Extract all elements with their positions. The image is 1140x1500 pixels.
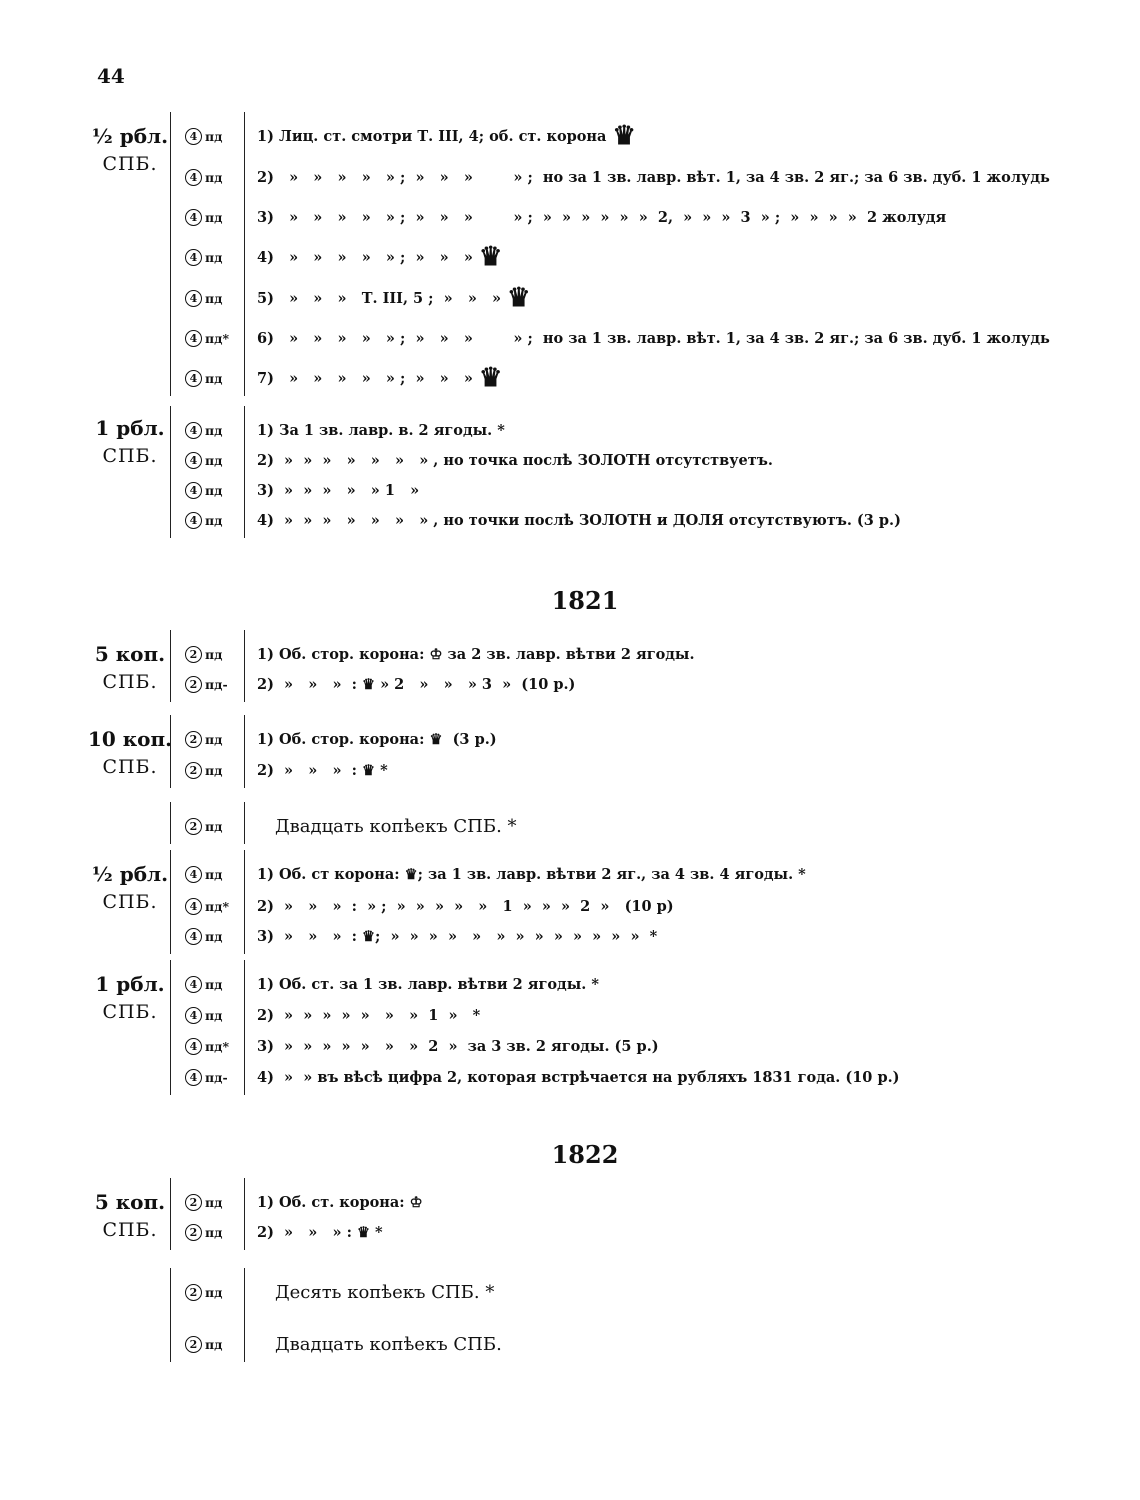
circled-number-icon: 4 xyxy=(185,976,202,993)
mintmaster-initials: пд* xyxy=(205,898,230,914)
mintmaster-initials: пд xyxy=(205,646,223,662)
circled-number-icon: 2 xyxy=(185,1224,202,1241)
mint-city: СПБ. xyxy=(102,1219,158,1241)
denomination-value: 1 рбл. xyxy=(95,416,165,440)
catalog-entry xyxy=(185,324,1050,352)
circled-number-icon: 2 xyxy=(185,1336,202,1353)
denomination-label xyxy=(55,640,205,696)
mintmaster-initials: пд xyxy=(205,512,223,528)
denomination-value: 10 коп. xyxy=(87,727,173,751)
mintmaster-initials: пд xyxy=(205,209,223,225)
denomination-label xyxy=(55,725,205,781)
catalog-entry xyxy=(185,1063,900,1091)
mint-mark xyxy=(185,512,243,529)
circled-number-icon: 4 xyxy=(185,1007,202,1024)
catalog-entry xyxy=(185,860,806,888)
circled-number-icon: 2 xyxy=(185,818,202,835)
entry-description: 7) » » » » » ; » » » xyxy=(257,369,473,387)
mint-mark xyxy=(185,762,243,779)
catalog-entry xyxy=(185,922,657,950)
entry-description: 2) » » » » » » » 1 » * xyxy=(257,1006,481,1024)
mintmaster-initials: пд xyxy=(205,866,223,882)
circled-number-icon: 4 xyxy=(185,512,202,529)
entry-description: Двадцать копѣекъ СПБ. * xyxy=(275,815,517,837)
mint-mark xyxy=(185,422,243,439)
catalog-entry xyxy=(185,243,502,271)
catalog-entry xyxy=(185,203,946,231)
circled-number-icon: 4 xyxy=(185,128,202,145)
catalog-entry xyxy=(185,122,636,150)
entry-description: 1) Об. ст корона: ♛; за 1 зв. лавр. вѣтви 2 яг., за 4 зв. 4 ягоды. * xyxy=(257,865,806,883)
catalog-entry xyxy=(185,1218,383,1246)
circled-number-icon: 4 xyxy=(185,290,202,307)
mint-mark xyxy=(185,249,243,266)
mint-mark xyxy=(185,1007,243,1024)
mintmaster-initials: пд xyxy=(205,762,223,778)
column-rule-left xyxy=(170,1268,171,1362)
circled-number-icon: 4 xyxy=(185,209,202,226)
mint-mark xyxy=(185,452,243,469)
mint-mark xyxy=(185,1038,243,1055)
catalog-entry xyxy=(185,476,419,504)
crown-icon: ♛ xyxy=(478,242,503,272)
entry-description: 2) » » » : ♛ * xyxy=(257,761,388,779)
denomination-value: 1 рбл. xyxy=(95,972,165,996)
column-rule-left xyxy=(170,802,171,844)
entry-description: 2) » » » : ♛ * xyxy=(257,1223,383,1241)
catalog-entry xyxy=(185,892,674,920)
column-rule-left xyxy=(170,406,171,538)
entry-description: 2) » » » » » » » , но точка послѣ ЗОЛОТН отсутствуетъ. xyxy=(257,451,773,469)
circled-number-icon: 4 xyxy=(185,370,202,387)
circled-number-icon: 4 xyxy=(185,1038,202,1055)
circled-number-icon: 4 xyxy=(185,898,202,915)
catalog-entry xyxy=(185,1032,659,1060)
entry-description: 4) » » въ вѣсѣ цифра 2, которая встрѣчается на рубляхъ 1831 года. (10 р.) xyxy=(257,1068,900,1086)
circled-number-icon: 4 xyxy=(185,866,202,883)
mintmaster-initials: пд xyxy=(205,1284,223,1300)
mintmaster-initials: пд xyxy=(205,290,223,306)
mintmaster-initials: пд xyxy=(205,731,223,747)
mint-city: СПБ. xyxy=(102,1001,158,1023)
crown-icon: ♛ xyxy=(612,121,636,151)
denomination-value: ½ рбл. xyxy=(91,862,169,886)
mint-mark xyxy=(185,482,243,499)
mint-mark xyxy=(185,1069,243,1086)
mintmaster-initials: пд xyxy=(205,482,223,498)
entry-description: 2) » » » : » ; » » » » » 1 » » » 2 » (10 р) xyxy=(257,897,674,915)
circled-number-icon: 4 xyxy=(185,928,202,945)
column-rule-left xyxy=(170,715,171,788)
crown-icon: ♛ xyxy=(507,283,531,313)
circled-number-icon: 4 xyxy=(185,422,202,439)
mint-mark xyxy=(185,1336,243,1353)
mintmaster-initials: пд xyxy=(205,169,223,185)
mint-mark xyxy=(185,898,243,915)
entry-description: Десять копѣекъ СПБ. * xyxy=(275,1281,495,1303)
catalog-entry xyxy=(185,640,695,668)
circled-number-icon: 4 xyxy=(185,452,202,469)
mint-city: СПБ. xyxy=(102,445,158,467)
entry-description: Двадцать копѣекъ СПБ. xyxy=(275,1333,502,1355)
catalog-entry xyxy=(185,812,517,840)
mint-mark xyxy=(185,928,243,945)
circled-number-icon: 4 xyxy=(185,169,202,186)
mintmaster-initials: пд xyxy=(205,928,223,944)
column-rule-left xyxy=(170,630,171,702)
mintmaster-initials: пд xyxy=(205,976,223,992)
entry-description: 3) » » » : ♛; » » » » » » » » » » » » » * xyxy=(257,927,658,945)
entry-description: 3) » » » » » 1 » xyxy=(257,481,420,499)
mint-mark xyxy=(185,209,243,226)
mint-mark xyxy=(185,818,243,835)
circled-number-icon: 2 xyxy=(185,762,202,779)
crown-icon: ♛ xyxy=(478,363,503,393)
column-rule-left xyxy=(170,960,171,1095)
mint-mark xyxy=(185,330,243,347)
denomination-label xyxy=(55,970,205,1026)
mint-mark xyxy=(185,731,243,748)
denomination-value: 5 коп. xyxy=(94,642,166,666)
catalog-entry xyxy=(185,725,497,753)
entry-description: 1) Лиц. ст. смотри Т. III, 4; об. ст. корона xyxy=(257,127,607,145)
mint-mark xyxy=(185,1194,243,1211)
entry-description: 1) Об. стор. корона: ♛ (3 р.) xyxy=(257,730,497,748)
denomination-value: ½ рбл. xyxy=(91,124,169,148)
mintmaster-initials: пд- xyxy=(205,676,228,692)
mint-city: СПБ. xyxy=(102,671,158,693)
entry-description: 2) » » » : ♛ » 2 » » » 3 » (10 р.) xyxy=(257,675,576,693)
mint-mark xyxy=(185,370,243,387)
mintmaster-initials: пд* xyxy=(205,1038,230,1054)
mintmaster-initials: пд xyxy=(205,452,223,468)
catalog-entry xyxy=(185,670,575,698)
mint-mark xyxy=(185,976,243,993)
column-rule-left xyxy=(170,850,171,954)
entry-description: 1) За 1 зв. лавр. в. 2 ягоды. * xyxy=(257,421,505,439)
entry-description: 5) » » » Т. III, 5 ; » » » xyxy=(257,289,502,307)
catalog-entry xyxy=(185,1188,423,1216)
entry-description: 3) » » » » » » » 2 » за 3 зв. 2 ягоды. (5 р.) xyxy=(257,1037,659,1055)
circled-number-icon: 2 xyxy=(185,1194,202,1211)
mintmaster-initials: пд* xyxy=(205,330,230,346)
denomination-label xyxy=(55,860,205,916)
mintmaster-initials: пд xyxy=(205,1224,223,1240)
catalog-entry xyxy=(185,364,502,392)
column-rule-left xyxy=(170,112,171,396)
denomination-label xyxy=(55,122,205,178)
mint-mark xyxy=(185,676,243,693)
column-rule-left xyxy=(170,1178,171,1250)
catalog-entry xyxy=(185,756,388,784)
mintmaster-initials: пд xyxy=(205,422,223,438)
catalog-entry xyxy=(185,1330,502,1358)
mint-mark xyxy=(185,169,243,186)
mint-mark xyxy=(185,128,243,145)
circled-number-icon: 2 xyxy=(185,1284,202,1301)
mintmaster-initials: пд xyxy=(205,370,223,386)
mint-city: СПБ. xyxy=(102,153,158,175)
entry-description: 4) » » » » » ; » » » xyxy=(257,248,473,266)
catalog-entry xyxy=(185,163,1050,191)
entry-description: 4) » » » » » » » , но точки послѣ ЗОЛОТН и ДОЛЯ отсутствуютъ. (3 р.) xyxy=(257,511,901,529)
mintmaster-initials: пд- xyxy=(205,1069,228,1085)
mintmaster-initials: пд xyxy=(205,1007,223,1023)
entry-description: 1) Об. ст. за 1 зв. лавр. вѣтви 2 ягоды. * xyxy=(257,975,599,993)
catalog-entry xyxy=(185,446,773,474)
denomination-label xyxy=(55,1188,205,1244)
entry-description: 1) Об. стор. корона: ♔ за 2 зв. лавр. вѣтви 2 ягоды. xyxy=(257,645,695,663)
circled-number-icon: 2 xyxy=(185,676,202,693)
circled-number-icon: 4 xyxy=(185,330,202,347)
circled-number-icon: 4 xyxy=(185,482,202,499)
year-heading: 1821 xyxy=(551,586,619,615)
circled-number-icon: 2 xyxy=(185,731,202,748)
catalog-entry xyxy=(185,284,530,312)
mintmaster-initials: пд xyxy=(205,128,223,144)
mintmaster-initials: пд xyxy=(205,818,223,834)
catalog-entry xyxy=(185,506,901,534)
mint-city: СПБ. xyxy=(102,891,158,913)
denomination-label xyxy=(55,414,205,470)
catalog-entry xyxy=(185,970,599,998)
year-heading: 1822 xyxy=(551,1140,619,1169)
circled-number-icon: 4 xyxy=(185,249,202,266)
mint-city: СПБ. xyxy=(102,756,158,778)
mintmaster-initials: пд xyxy=(205,1336,223,1352)
entry-description: 1) Об. ст. корона: ♔ xyxy=(257,1193,423,1211)
mintmaster-initials: пд xyxy=(205,249,223,265)
mint-mark xyxy=(185,866,243,883)
catalog-entry xyxy=(185,1001,480,1029)
entry-description: 6) » » » » » ; » » » » ; но за 1 зв. лавр. вѣт. 1, за 4 зв. 2 яг.; за 6 зв. дуб. 1 жолудь xyxy=(257,329,1050,347)
entry-description: 2) » » » » » ; » » » » ; но за 1 зв. лавр. вѣт. 1, за 4 зв. 2 яг.; за 6 зв. дуб. 1 жолудь xyxy=(257,168,1050,186)
denomination-value: 5 коп. xyxy=(94,1190,166,1214)
entry-description: 3) » » » » » ; » » » » ; » » » » » » 2, » » » 3 » ; » » » » 2 жолудя xyxy=(257,208,947,226)
catalog-entry xyxy=(185,416,505,444)
circled-number-icon: 2 xyxy=(185,646,202,663)
mint-mark xyxy=(185,646,243,663)
circled-number-icon: 4 xyxy=(185,1069,202,1086)
page-number: 44 xyxy=(97,64,125,88)
mint-mark xyxy=(185,1224,243,1241)
catalog-entry xyxy=(185,1278,494,1306)
mint-mark xyxy=(185,290,243,307)
mint-mark xyxy=(185,1284,243,1301)
mintmaster-initials: пд xyxy=(205,1194,223,1210)
